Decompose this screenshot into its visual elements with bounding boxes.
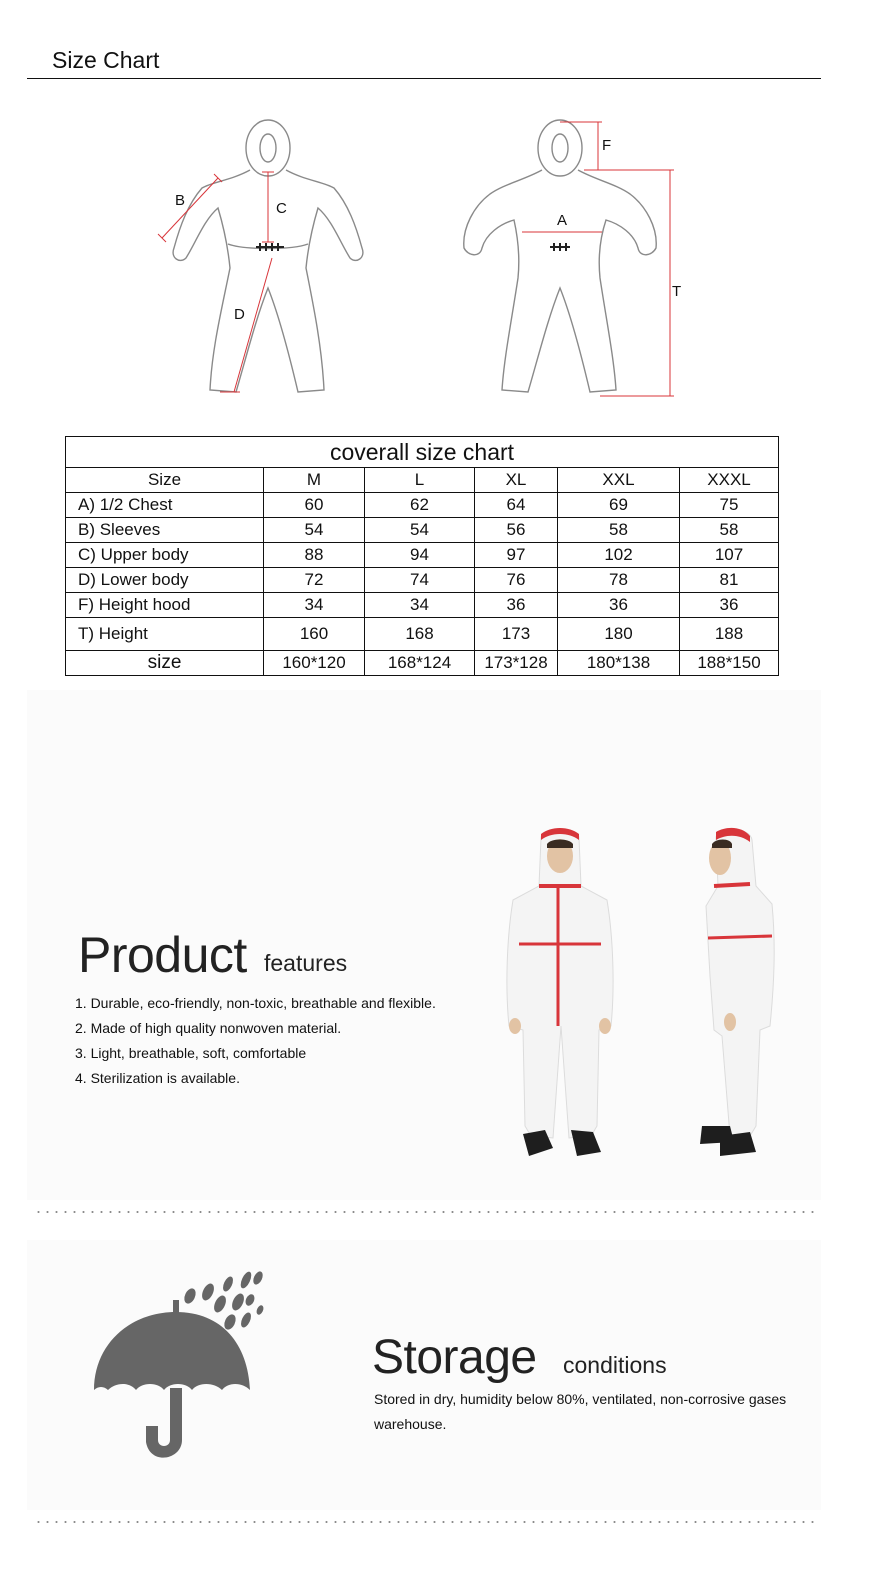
label-t: T (672, 283, 682, 300)
cell: 188 (680, 618, 779, 651)
front-coverall-figure (173, 120, 363, 392)
header-size: XL (475, 468, 558, 493)
cell: 97 (475, 543, 558, 568)
cell: 188*150 (680, 651, 779, 676)
table-row-size (66, 651, 779, 676)
header-size: XXXL (680, 468, 779, 493)
list-item: 3. Light, breathable, soft, comfortable (75, 1045, 307, 1061)
cell: 88 (264, 543, 365, 568)
list-item: 1. Durable, eco-friendly, non-toxic, breathable and flexible. (75, 995, 436, 1011)
row-label: F) Height hood (66, 593, 264, 618)
row-label: size (66, 651, 264, 676)
label-a: A (557, 212, 568, 229)
coverall-front-photo (495, 826, 625, 1176)
zipper-mark (256, 243, 284, 251)
cell: 34 (365, 593, 475, 618)
table-row (66, 593, 779, 618)
storage-description: Stored in dry, humidity below 80%, ventilated, non-corrosive gases warehouse. (374, 1391, 787, 1432)
cell: 75 (680, 493, 779, 518)
cell: 34 (264, 593, 365, 618)
page-title: Size Chart (52, 47, 160, 73)
cell: 94 (365, 543, 475, 568)
cell: 76 (475, 568, 558, 593)
cell: 64 (475, 493, 558, 518)
coverall-side-photo (690, 826, 790, 1171)
cell: 102 (558, 543, 680, 568)
cell: 81 (680, 568, 779, 593)
cell: 107 (680, 543, 779, 568)
table-caption: coverall size chart (66, 437, 779, 468)
label-d: D (234, 306, 245, 323)
coverall-measurement-diagram (140, 108, 700, 408)
storage-subtitle: conditions (563, 1352, 667, 1378)
cell: 168*124 (365, 651, 475, 676)
table-row (66, 493, 779, 518)
cell: 36 (680, 593, 779, 618)
cell: 160*120 (264, 651, 365, 676)
table-row (66, 568, 779, 593)
cell: 78 (558, 568, 680, 593)
features-list (75, 993, 436, 1093)
dotted-divider (34, 1521, 814, 1523)
label-c: C (276, 200, 287, 217)
row-label: D) Lower body (66, 568, 264, 593)
list-item: 4. Sterilization is available. (75, 1070, 240, 1086)
cell: 58 (558, 518, 680, 543)
umbrella-icon (90, 1270, 270, 1465)
dotted-divider (34, 1211, 814, 1213)
cell: 168 (365, 618, 475, 651)
cell: 173 (475, 618, 558, 651)
cell: 180*138 (558, 651, 680, 676)
cell: 56 (475, 518, 558, 543)
cell: 36 (475, 593, 558, 618)
row-label: A) 1/2 Chest (66, 493, 264, 518)
table-row (66, 518, 779, 543)
row-label: T) Height (66, 618, 264, 651)
cell: 36 (558, 593, 680, 618)
features-subtitle: features (264, 950, 348, 976)
cell: 72 (264, 568, 365, 593)
header-size: M (264, 468, 365, 493)
label-b: B (175, 192, 186, 209)
header-size-label: Size (66, 468, 264, 493)
features-title: Product (78, 927, 247, 983)
table-row (66, 618, 779, 651)
back-zipper-mark (550, 243, 570, 251)
measurement-lines (158, 122, 674, 396)
cell: 60 (264, 493, 365, 518)
cell: 173*128 (475, 651, 558, 676)
label-f: F (602, 137, 612, 154)
cell: 54 (264, 518, 365, 543)
title-divider (27, 78, 821, 79)
table-row (66, 543, 779, 568)
list-item: 2. Made of high quality nonwoven material. (75, 1020, 342, 1036)
row-label: C) Upper body (66, 543, 264, 568)
cell: 160 (264, 618, 365, 651)
table-header-row (66, 468, 779, 493)
cell: 74 (365, 568, 475, 593)
cell: 62 (365, 493, 475, 518)
cell: 54 (365, 518, 475, 543)
cell: 58 (680, 518, 779, 543)
cell: 69 (558, 493, 680, 518)
storage-title: Storage (372, 1331, 537, 1384)
header-size: L (365, 468, 475, 493)
header-size: XXL (558, 468, 680, 493)
row-label: B) Sleeves (66, 518, 264, 543)
cell: 180 (558, 618, 680, 651)
back-coverall-figure (464, 120, 656, 392)
size-table (65, 436, 779, 676)
